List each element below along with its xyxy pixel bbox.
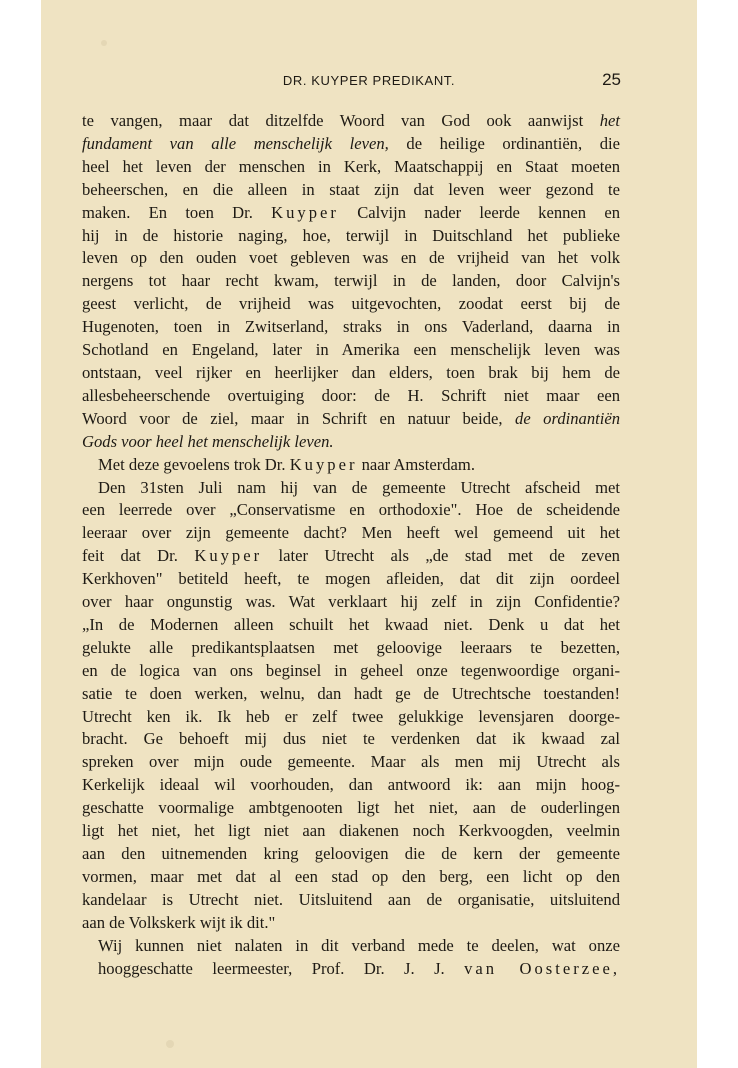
- text-line: Wij kunnen niet nalaten in dit verband mede te deelen, wat onze: [98, 935, 620, 955]
- text-line: Kerkhoven" betiteld heeft, te mogen afleiden, dat dit zijn oordeel: [82, 569, 620, 589]
- text-line: hooggeschatte leermeester, Prof. Dr. J. J. van Oosterzee,: [98, 958, 620, 978]
- text-line: ontstaan, veel rijker en heerlijker dan elders, toen brak bij hem de: [82, 362, 620, 382]
- text-line: nergens tot haar recht kwam, terwijl in de landen, door Calvijn's: [82, 271, 620, 291]
- text-line: vormen, maar met dat al een stad op den berg, een licht op den: [82, 866, 620, 886]
- text-line: en de logica van ons beginsel in geheel onze tegenwoordige organi-: [82, 660, 620, 680]
- text-line: over haar ongunstig was. Wat verklaart hij zelf in zijn Confidentie?: [82, 592, 620, 612]
- text-line: fundament van alle menschelijk leven, de heilige ordinantiën, die: [82, 133, 620, 153]
- text-line: kandelaar is Utrecht niet. Uitsluitend aan de organisatie, uitsluitend: [82, 889, 620, 909]
- text-line: ligt het niet, het ligt niet aan diakenen noch Kerkvoogden, veelmin: [82, 821, 620, 841]
- text-line: „In de Modernen alleen schuilt het kwaad niet. Denk u dat het: [82, 614, 620, 634]
- text-line: gelukte alle predikantsplaatsen met geloovige leeraars te bezetten,: [82, 637, 620, 657]
- text-line: beheerschen, en die alleen in staat zijn dat leven weer gezond te: [82, 179, 620, 199]
- text-line: leeraar over zijn gemeente dacht? Men heeft wel gemeend uit het: [82, 523, 620, 543]
- text-line: Gods voor heel het menschelijk leven.: [82, 431, 334, 451]
- text-line: aan de Volkskerk wijt ik dit.": [82, 912, 276, 932]
- text-line: Kerkelijk ideaal wil voorhouden, dan antwoord ik: aan mijn hoog-: [82, 775, 620, 795]
- text-line: spreken over mijn oude gemeente. Maar als men mij Utrecht als: [82, 752, 620, 772]
- text-line: Met deze gevoelens trok Dr. Kuyper naar Amsterdam.: [98, 454, 475, 474]
- text-line: Hugenoten, toen in Zwitserland, straks in ons Vaderland, daarna in: [82, 317, 620, 337]
- running-head: DR. KUYPER PREDIKANT.: [282, 73, 456, 88]
- paper-stain: [166, 1040, 174, 1048]
- text-line: te vangen, maar dat ditzelfde Woord van God ook aanwijst het: [82, 111, 620, 130]
- text-line: Utrecht ken ik. Ik heb er zelf twee gelukkige levensjaren doorge-: [82, 706, 620, 726]
- page-number: 25: [602, 70, 621, 89]
- text-line: aan den uitnemenden kring geloovigen die de kern der gemeente: [82, 844, 620, 863]
- text-line: allesbeheerschende overtuiging door: de H. Schrift niet maar een: [82, 385, 620, 405]
- text-line: leven op den ouden voet gebleven was en de vrijheid van het volk: [82, 248, 620, 268]
- text-line: geest verlicht, de vrijheid was uitgevochten, zoodat eerst bij de: [82, 294, 620, 314]
- paper-stain: [101, 40, 107, 46]
- text-line: geschatte voormalige ambtgenooten ligt het niet, aan de ouderlingen: [82, 798, 620, 818]
- text-line: satie te doen werken, welnu, dan hadt ge de Utrechtsche toestanden!: [82, 683, 620, 703]
- text-line: heel het leven der menschen in Kerk, Maatschappij en Staat moeten: [82, 156, 620, 176]
- text-line: feit dat Dr. Kuyper later Utrecht als „de stad met de zeven: [82, 546, 620, 566]
- text-line: maken. En toen Dr. Kuyper Calvijn nader leerde kennen en: [82, 202, 621, 222]
- book-page: [41, 0, 697, 1068]
- text-line: Den 31sten Juli nam hij van de gemeente Utrecht afscheid met: [98, 477, 620, 497]
- body-text: [82, 110, 620, 980]
- text-line: Schotland en Engeland, later in Amerika een menschelijk leven was: [82, 340, 620, 360]
- text-line: een leerrede over „Conservatisme en orthodoxie". Hoe de scheidende: [82, 500, 620, 520]
- text-line: Woord voor de ziel, maar in Schrift en natuur beide, de ordinantiën: [82, 408, 621, 428]
- page-header: [41, 70, 697, 92]
- text-line: bracht. Ge behoeft mij dus niet te verdenken dat ik kwaad zal: [82, 729, 620, 749]
- text-line: hij in de historie naging, hoe, terwijl in Duitschland het publieke: [82, 225, 620, 245]
